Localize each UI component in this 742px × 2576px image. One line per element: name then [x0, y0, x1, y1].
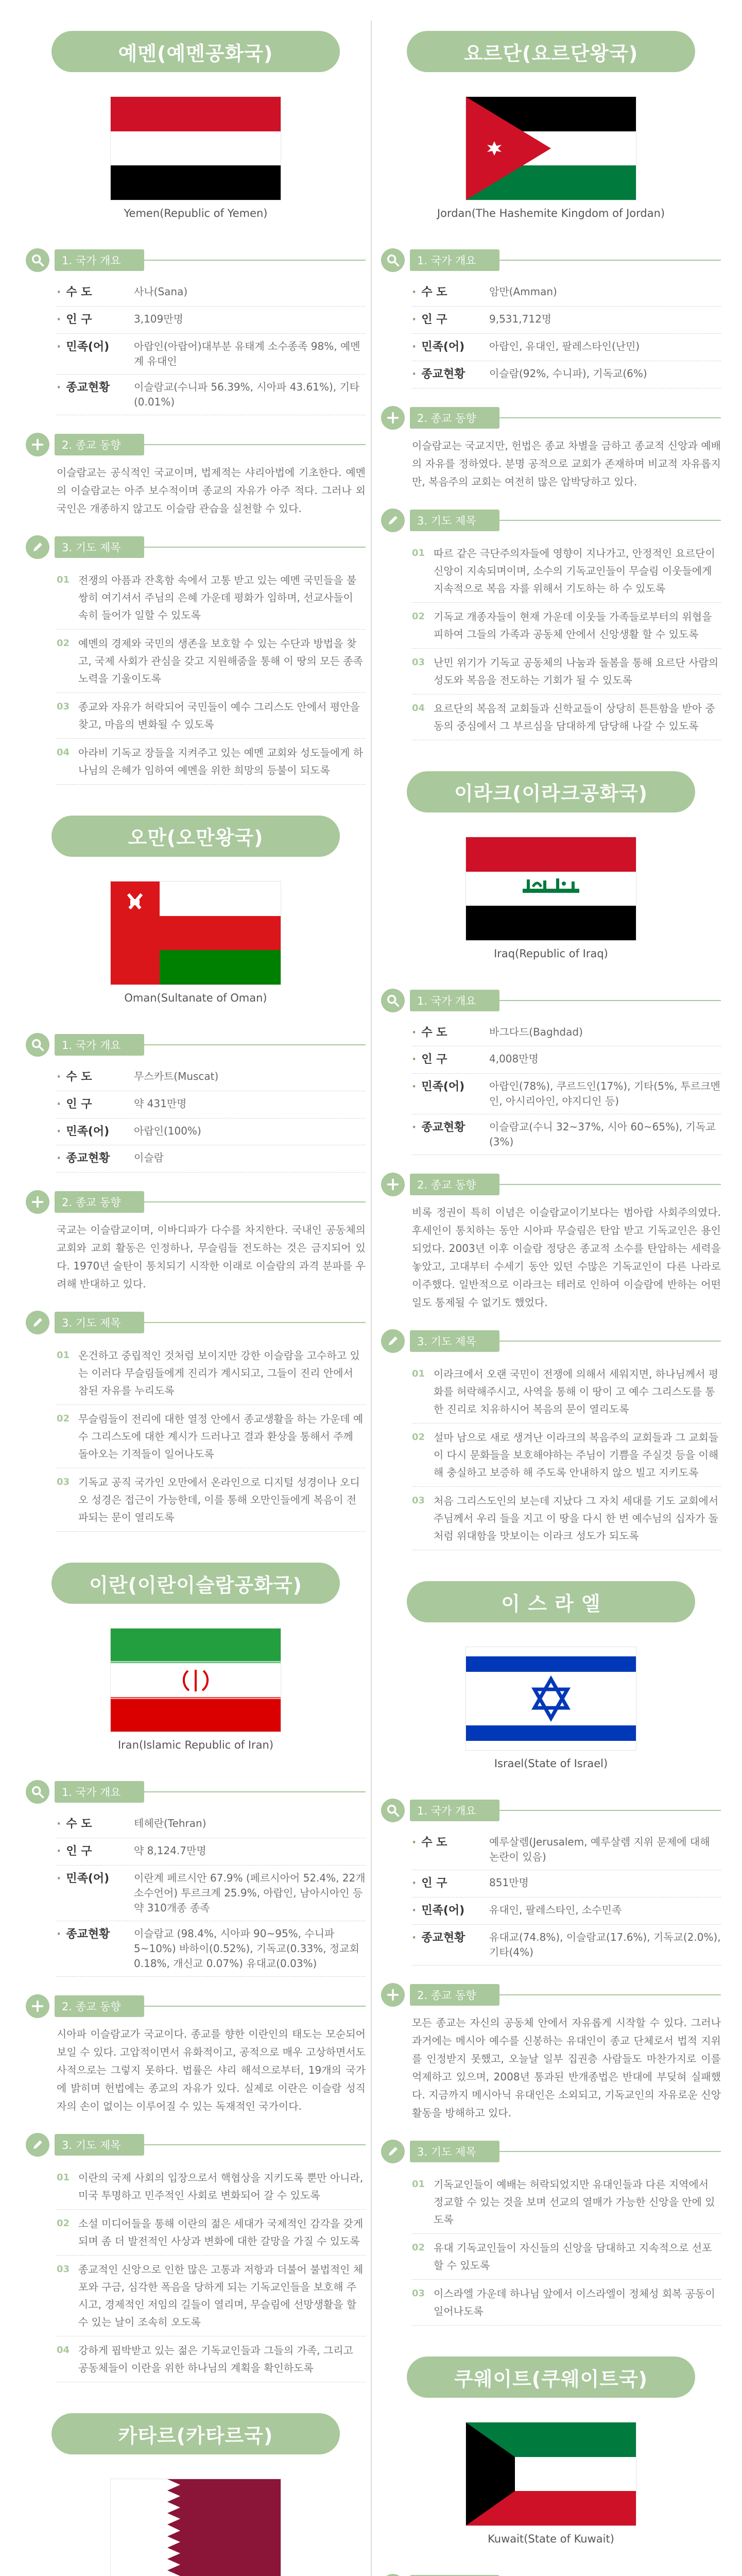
info-row-population [412, 307, 721, 334]
prayer-item [412, 603, 721, 649]
prayer-list [412, 539, 721, 740]
prayer-number: 01 [412, 1368, 425, 1380]
info-value: 이슬람교(수니파 56.39%, 시아파 43.61%), 기타(0.01%) [134, 380, 360, 408]
info-row-religion [57, 1145, 366, 1173]
prayer-item [412, 2171, 721, 2234]
info-table [412, 1829, 721, 1965]
section-label: 1. 국가 개요 [410, 1800, 499, 1821]
search-icon [381, 2574, 405, 2576]
info-table [57, 1811, 366, 1977]
country-name: 오만(오만왕국) [128, 826, 264, 850]
prayer-text: 기독교 공직 국가인 오만에서 온라인으로 디지털 성경이나 오디오 성경은 접근이 가능한데, 이를 통해 오만인들에게 복음이 전파되는 문이 열리도록 [78, 1476, 360, 1524]
prayer-text: 따르 같은 극단주의자들에 영향이 지나가고, 안정적인 요르단이 신앙이 지속되며이며, 소수의 기독교인들이 무슬림 이웃들에게 지속적으로 복음 자를 위해서 기도하는 하 수 있도록 [434, 547, 715, 595]
info-value: 유대교(74.8%), 이슬람교(17.6%), 기독교(2.0%), 기타(4%) [489, 1931, 721, 1959]
info-value: 예루살렘(Jerusalem, 예루살렘 지위 문제에 대해 논란이 있음) [489, 1836, 710, 1863]
plus-icon [381, 1173, 405, 1196]
section-rule [144, 260, 366, 261]
country-title [407, 31, 695, 72]
section-rule [144, 547, 366, 548]
prayer-item [412, 694, 721, 740]
prayer-item [57, 693, 366, 739]
pencil-icon [26, 2133, 49, 2157]
flag-caption: Oman(Sultanate of Oman) [124, 991, 267, 1004]
section-label: 2. 종교 동향 [55, 1191, 144, 1213]
section-header-basic [26, 1780, 366, 1804]
section-rule [499, 520, 721, 521]
flag-caption: Yemen(Republic of Yemen) [124, 207, 268, 219]
pencil-icon [381, 2140, 405, 2163]
prayer-text: 기독교 개종자들이 현재 가운데 이웃들 가족들로부터의 위협을 피하여 그들의 가족과 공동체 안에서 신앙생활 할 수 있도록 [434, 610, 712, 640]
flag-caption: Kuwait(State of Kuwait) [488, 2533, 614, 2546]
info-key: · 민족(어) [57, 1124, 134, 1140]
section-rule [144, 1044, 366, 1045]
prayer-item [412, 1487, 721, 1550]
info-row-ethnic [412, 334, 721, 361]
section-label: 2. 종교 동향 [410, 1174, 499, 1195]
info-key: · 종교현황 [412, 1120, 489, 1149]
info-value: 사나(Sana) [134, 285, 188, 298]
flag-caption: Iraq(Republic of Iraq) [494, 947, 608, 960]
search-icon [381, 1799, 405, 1822]
section-header-basic [26, 1033, 366, 1057]
country-title [407, 771, 695, 812]
section-header-religion [26, 1190, 366, 1214]
plus-icon [26, 1994, 49, 2018]
info-row-ethnic [57, 334, 366, 375]
prayer-number: 03 [57, 1477, 70, 1488]
info-key: · 인 구 [57, 1096, 134, 1113]
info-key: · 인 구 [57, 312, 134, 328]
info-row-religion [57, 375, 366, 415]
section-header-prayer [26, 535, 366, 559]
section-label: 1. 국가 개요 [55, 1034, 144, 1056]
prayer-number: 02 [57, 637, 70, 649]
flag-caption: Israel(State of Israel) [494, 1757, 608, 1770]
country-name: 이라크(이라크공화국) [454, 782, 648, 805]
info-key: · 수 도 [57, 1069, 134, 1086]
section-label: 2. 종교 동향 [55, 1995, 144, 2017]
prayer-number: 04 [57, 747, 70, 758]
info-key: · 종교현황 [412, 366, 489, 383]
info-key: · 수 도 [57, 1816, 134, 1833]
info-row-capital [412, 1020, 721, 1047]
search-icon [381, 989, 405, 1012]
country-name: 요르단(요르단왕국) [463, 42, 639, 65]
section-rule [499, 1994, 721, 1995]
prayer-text: 종교적인 신앙으로 인한 많은 고통과 저항과 더불어 불법적인 체포와 구금, 심각한 폭음을 당하게 되는 기독교인들을 보호해 주시고, 경제적인 저임의 길들이 열리며, 무슬림에 선망생활을 할 수 있는 날이 조속히 오도록 [78, 2263, 364, 2329]
country-card [26, 816, 366, 1532]
yemen-flag [111, 97, 281, 200]
info-value: 이슬람교 (98.4%, 시아파 90~95%, 수니파 5~10%) 바하이(0.52%), 기독교(0.33%, 정교회 0.18%, 개신교 0.07%) 유대교(0.03%) [134, 1927, 359, 1970]
prayer-text: 온건하고 중립적인 것처럼 보이지만 강한 이슬람을 고수하고 있는 이러다 무슬림들에게 진리가 계시되고, 그들이 진리 안에서 참된 자유를 누리도록 [78, 1349, 360, 1397]
section-rule [499, 260, 721, 261]
info-value: 이슬람 [134, 1151, 164, 1164]
info-value: 이슬람(92%, 수니파), 기독교(6%) [489, 367, 647, 380]
search-icon [26, 1033, 49, 1057]
info-table [57, 1064, 366, 1173]
prayer-list [57, 2164, 366, 2382]
religion-text: 이슬람교는 국교지만, 헌법은 종교 차별을 금하고 종교적 신앙과 예배의 자유를 정하였다. 분명 공적으로 교회가 존재하며 비교적 자유롭지만, 복음주의 교회는 여전히 많은 압박당하고 있다. [412, 439, 721, 488]
section-label: 3. 기도 제목 [55, 1312, 144, 1333]
prayer-text: 무슬림들이 전리에 대한 열정 안에서 종교생활을 하는 가운데 예수 그리스도에 대한 계시가 드러나고 결과 환상을 통해서 주께 돌아오는 기적들이 일어나도록 [78, 1413, 364, 1461]
info-key: · 민족(어) [412, 339, 489, 355]
kuwait-flag [466, 2422, 636, 2526]
info-key: · 종교현황 [57, 1926, 134, 1971]
section-label: 3. 기도 제목 [410, 2141, 499, 2162]
section-header-basic [381, 2574, 721, 2576]
info-key: · 인 구 [412, 1052, 489, 1068]
section-header-religion [381, 1173, 721, 1196]
info-row-ethnic [57, 1866, 366, 1921]
country-card [26, 2413, 366, 2576]
religion-text: 비록 정권이 특히 이념은 이슬람교이기보다는 범아랍 사회주의였다. 후세인이 통치하는 동안 시아파 무슬림은 탄압 받고 기독교인은 용인되었다. 2003년 이후 이슬람 정당은 종교적 소수를 탄압하는 세력을 놓았고, 고대부터 수세기 동안 있던 수많은 기독교인이 다른 나라로 이주했다. 일반적으로 이라크는 테러로 인하여 이슬람에 반하는 어떤 일도 통제될 수 없기도 했었다. [412, 1206, 721, 1309]
section-header-religion [26, 1994, 366, 2018]
left-column [26, 0, 366, 2576]
section-label: 3. 기도 제목 [55, 2134, 144, 2156]
country-name: 예멘(예멘공화국) [118, 42, 273, 65]
iraq-flag [466, 837, 636, 940]
section-rule [499, 1810, 721, 1811]
prayer-text: 유대 기독교인들이 자신들의 신앙을 담대하고 지속적으로 선포할 수 있도록 [434, 2242, 712, 2272]
prayer-item [57, 630, 366, 693]
prayer-item [412, 649, 721, 694]
info-key: · 민족(어) [57, 339, 134, 369]
section-rule [144, 1201, 366, 1202]
prayer-text: 강하게 핍박받고 있는 젊은 기독교인들과 그들의 가족, 그리고 공동체들이 이란을 위한 하나님의 계획을 확인하도록 [78, 2344, 353, 2375]
info-row-ethnic [412, 1897, 721, 1925]
prayer-text: 이란의 국제 사회의 입장으로서 핵협상을 지키도록 뿐만 아니라, 미국 투명하고 민주적인 사회로 변화되어 갈 수 있도록 [78, 2172, 364, 2202]
info-value: 아랍인(78%), 쿠르드인(17%), 기타(5%, 투르크멘인, 아시리아인, 야지디인 등) [489, 1080, 720, 1108]
prayer-item [57, 2256, 366, 2336]
section-header-religion [381, 1983, 721, 2007]
prayer-text: 기독교인들이 예배는 허락되었지만 유대인들과 다른 지역에서 정교할 수 있는 것을 보며 선교의 열매가 가능한 신앙을 안에 있도록 [434, 2178, 715, 2226]
info-value: 암만(Amman) [489, 285, 557, 298]
info-table [412, 1020, 721, 1156]
info-row-ethnic [57, 1118, 366, 1146]
country-title [51, 1563, 340, 1604]
prayer-item [412, 1360, 721, 1423]
israel-flag [466, 1647, 636, 1750]
info-key: · 수 도 [57, 284, 134, 301]
prayer-list [57, 566, 366, 785]
prayer-item [57, 1405, 366, 1468]
prayer-number: 01 [57, 574, 70, 585]
info-row-religion [412, 1925, 721, 1965]
prayer-number: 03 [412, 2288, 425, 2299]
info-row-capital [57, 1064, 366, 1091]
prayer-item [57, 1342, 366, 1405]
iran-flag [111, 1629, 281, 1732]
info-key: · 종교현황 [412, 1930, 489, 1960]
section-rule [144, 2006, 366, 2007]
prayer-number: 04 [412, 702, 425, 714]
country-title [51, 31, 340, 72]
info-value: 아랍인(아랍어)대부분 유태계 소수종족 98%, 예멘계 유대인 [134, 340, 360, 367]
religion-text: 모든 종교는 자신의 공동체 안에서 자유롭게 시작할 수 있다. 그러나 과거에는 메시아 예수를 신봉하는 유대인이 종교 단체로서 법적 지위를 인정받지 못했고, 오늘날 일부 집권층 사람들도 마찬가지로 이를 억제하고 있으며, 2008년 통과된 반개종법은 반대에 부딪혀 실패했다. 지금까지 메시아닉 유대인은 소외되고, 기독교인의 자유로운 신앙 활동을 방해하고 있다. [412, 2016, 721, 2120]
prayer-item [412, 539, 721, 603]
info-row-capital [57, 1811, 366, 1838]
prayer-text: 난민 위기가 기독교 공동체의 나눔과 돌봄을 통해 요르단 사람의 성도와 복음을 전도하는 기회가 될 수 있도록 [434, 656, 719, 686]
prayer-item [57, 566, 366, 630]
info-value: 851만명 [489, 1876, 529, 1889]
prayer-number: 02 [412, 611, 425, 622]
section-rule [499, 417, 721, 418]
prayer-number: 01 [57, 2172, 70, 2183]
country-card [26, 1563, 366, 2382]
info-value: 아랍인, 유대인, 팔레스타인(난민) [489, 340, 640, 352]
info-row-religion [412, 361, 721, 388]
prayer-list [412, 2171, 721, 2326]
prayer-item [412, 2234, 721, 2280]
info-row-population [412, 1870, 721, 1897]
prayer-number: 01 [57, 1350, 70, 1361]
prayer-text: 전쟁의 아픔과 잔혹함 속에서 고통 받고 있는 예멘 국민들을 불쌍히 여기셔서 주님의 은혜 가운데 평화가 임하며, 선교사들이 속히 들어가 일할 수 있도록 [78, 573, 357, 621]
country-title [51, 2413, 340, 2454]
country-name: 쿠웨이트(쿠웨이트국) [454, 2367, 648, 2391]
prayer-text: 예멘의 경제와 국민의 생존을 보호할 수 있는 수단과 방법을 찾고, 국제 사회가 관심을 갖고 지원해줌을 통해 이 땅의 모든 종족노력을 기울이도록 [78, 637, 363, 685]
prayer-item [57, 739, 366, 785]
country-title [407, 2357, 695, 2398]
section-rule [499, 1341, 721, 1342]
plus-icon [26, 1190, 49, 1214]
prayer-text: 설마 남으로 새로 생겨난 이라크의 복음주의 교회들과 그 교회들이 다시 문화들을 보호해야하는 주님이 기쁨을 주실것 등을 이해해 충실하고 보증하 해 주도록 안내하지 않으 빌고 지키도록 [434, 1431, 719, 1479]
prayer-number: 04 [57, 2345, 70, 2356]
info-table [412, 279, 721, 388]
info-key: · 인 구 [412, 312, 489, 328]
country-name: 이 스 라 엘 [501, 1592, 601, 1615]
info-value: 이슬람교(수니 32~37%, 시아 60~65%), 기독교(3%) [489, 1121, 716, 1148]
info-key: · 종교현황 [57, 1150, 134, 1167]
prayer-number: 01 [412, 2179, 425, 2190]
info-key: · 민족(어) [412, 1903, 489, 1919]
section-rule [144, 1322, 366, 1323]
country-card [26, 31, 366, 785]
country-name: 카타르(카타르국) [118, 2424, 273, 2447]
info-row-religion [412, 1114, 721, 1155]
country-card [381, 1581, 721, 2326]
plus-icon [381, 406, 405, 430]
info-key: · 수 도 [412, 1835, 489, 1865]
prayer-number: 02 [57, 2218, 70, 2229]
section-rule [144, 1791, 366, 1792]
prayer-number: 02 [412, 2242, 425, 2253]
country-card [381, 2357, 721, 2576]
info-row-population [57, 307, 366, 334]
info-value: 9,531,712명 [489, 312, 552, 325]
search-icon [26, 248, 49, 272]
prayer-number: 02 [57, 1413, 70, 1425]
religion-text: 이슬람교는 공식적인 국교이며, 법제적는 샤리아법에 기초한다. 예멘의 이슬람교는 아주 보수적이며 종교의 자유가 아주 적다. 그러나 외국인은 개종하지 않고도 이슬람 관습을 실천할 수 있다. [57, 466, 366, 515]
pencil-icon [381, 1329, 405, 1353]
prayer-number: 03 [412, 656, 425, 668]
section-label: 1. 국가 개요 [55, 1781, 144, 1803]
info-row-ethnic [412, 1074, 721, 1114]
pencil-icon [26, 535, 49, 559]
prayer-text: 이라크에서 오랜 국민이 전쟁에 의해서 세워지면, 하나님께서 평화를 허락해주시고, 사역을 통해 이 땅이 고 예수 그리스도를 통한 진리로 치유하시어 복음의 문이 열리도록 [434, 1368, 719, 1416]
section-header-prayer [26, 2133, 366, 2157]
prayer-text: 요르단의 복음적 교회들과 신학교들이 상당히 튼튼함을 받아 중동의 중심에서 그 부르심을 담대하게 담당해 나갈 수 있도록 [434, 702, 715, 732]
column-divider [371, 21, 372, 2576]
section-header-basic [381, 989, 721, 1012]
info-value: 3,109만명 [134, 312, 183, 325]
info-value: 바그다드(Baghdad) [489, 1025, 583, 1038]
section-label: 2. 종교 동향 [410, 1984, 499, 2006]
prayer-number: 02 [412, 1432, 425, 1443]
country-title [407, 1581, 695, 1622]
section-label: 3. 기도 제목 [55, 536, 144, 558]
info-table [57, 279, 366, 415]
info-value: 약 431만명 [134, 1097, 187, 1110]
pencil-icon [26, 1311, 49, 1334]
prayer-item [57, 1468, 366, 1532]
prayer-text: 아라비 기독교 장들을 지켜주고 있는 예멘 교회와 성도들에게 하나님의 은혜가 임하여 예멘을 위한 희망의 등불이 되도록 [78, 746, 364, 776]
search-icon [381, 248, 405, 272]
prayer-list [412, 1360, 721, 1550]
prayer-text: 종교와 자유가 허락되어 국민들이 예수 그리스도 안에서 평안을 찾고, 마음의 변화될 수 있도록 [78, 700, 360, 731]
info-row-capital [412, 279, 721, 307]
section-header-basic [381, 248, 721, 272]
right-column [381, 0, 721, 2576]
info-row-population [57, 1838, 366, 1866]
country-name: 이란(이란이슬람공화국) [89, 1573, 302, 1597]
country-card [381, 31, 721, 740]
info-row-population [412, 1046, 721, 1074]
section-label: 1. 국가 개요 [410, 990, 499, 1011]
prayer-item [412, 2280, 721, 2326]
section-header-prayer [26, 1311, 366, 1334]
info-row-religion [57, 1921, 366, 1977]
prayer-text: 처음 그리스도인의 보는데 지났다 그 자치 세대를 기도 교회에서 주님께서 우리 들을 지고 이 땅을 다시 한 번 예수님의 십자가 돌처럼 위대함을 맛보이는 이라크 성도가 되도록 [434, 1495, 719, 1543]
prayer-number: 03 [57, 701, 70, 712]
section-rule [499, 1184, 721, 1185]
info-row-population [57, 1091, 366, 1118]
info-value: 이란계 페르시안 67.9% (페르시아어 52.4%, 22개 소수언어) 투르크계 25.9%, 아랍인, 남아시아인 등 약 310개종 종족 [134, 1872, 366, 1914]
info-value: 약 8,124.7만명 [134, 1844, 206, 1857]
country-card [381, 771, 721, 1551]
section-rule [144, 444, 366, 445]
section-rule [144, 2144, 366, 2145]
info-value: 테헤란(Tehran) [134, 1817, 206, 1830]
plus-icon [381, 1983, 405, 2007]
qatar-flag [111, 2479, 281, 2576]
info-row-capital [57, 279, 366, 307]
info-key: · 수 도 [412, 284, 489, 301]
info-value: 4,008만명 [489, 1053, 539, 1065]
info-value: 무스카트(Muscat) [134, 1070, 219, 1082]
info-key: · 민족(어) [412, 1079, 489, 1109]
religion-text: 국교는 이슬람교이며, 이바디파가 다수를 차지한다. 국내인 공동체의 교회와 교회 활동은 인정하나, 무슬림들 전도하는 것은 금지되어 있다. 1970년 술탄이 통치되기 시작한 이래로 이슬람의 과격 분파를 우려해 반대하고 있다. [57, 1224, 366, 1291]
prayer-number: 03 [57, 2264, 70, 2275]
section-header-basic [381, 1799, 721, 1822]
country-title [51, 816, 340, 857]
section-label: 1. 국가 개요 [55, 249, 144, 271]
info-value: 유대인, 팔레스타인, 소수민족 [489, 1904, 622, 1917]
section-rule [499, 1000, 721, 1001]
prayer-list [57, 1342, 366, 1532]
section-label: 3. 기도 제목 [410, 510, 499, 531]
prayer-number: 03 [412, 1495, 425, 1506]
search-icon [26, 1780, 49, 1804]
section-label: 3. 기도 제목 [410, 1330, 499, 1352]
jordan-flag [466, 97, 636, 200]
prayer-text: 소설 미디어들을 통해 이란의 젊은 세대가 국제적인 감각을 갖게 되며 좀 더 발전적인 사상과 변화에 대한 갈망을 가질 수 있도록 [78, 2217, 364, 2248]
info-key: · 인 구 [412, 1875, 489, 1892]
section-header-prayer [381, 509, 721, 532]
section-rule [499, 2151, 721, 2152]
info-row-capital [412, 1829, 721, 1870]
section-label: 1. 국가 개요 [410, 249, 499, 271]
oman-flag [111, 882, 281, 985]
prayer-text: 이스라엘 가운데 하나님 앞에서 이스라엘이 정체성 회복 공동이 일어나도록 [434, 2287, 715, 2318]
prayer-item [57, 2210, 366, 2256]
prayer-item [57, 2164, 366, 2210]
info-key: · 민족(어) [57, 1871, 134, 1916]
religion-text: 시아파 이슬람교가 국교이다. 종교를 향한 이란인의 태도는 모순되어 보일 수 있다. 고압적이면서 유화적이고, 공적으로 매우 고상하면서도 사적으로는 그렇지 못하다. 법률은 샤리 해석으로부터, 19개의 국가에 밝히며 헌법에는 종교의 자유가 있다. 실제로 이란은 이슬람 성직자의 손이 없이는 이루어질 수 있는 독재적인 국가이다. [57, 2028, 366, 2113]
section-header-religion [26, 433, 366, 456]
prayer-item [412, 1423, 721, 1487]
section-header-prayer [381, 1329, 721, 1353]
plus-icon [26, 433, 49, 456]
flag-caption: Iran(Islamic Republic of Iran) [117, 1739, 274, 1752]
info-key: · 종교현황 [57, 380, 134, 410]
flag-caption: Jordan(The Hashemite Kingdom of Jordan) [437, 207, 665, 219]
section-header-prayer [381, 2140, 721, 2163]
prayer-number: 01 [412, 547, 425, 558]
info-value: 아랍인(100%) [134, 1124, 201, 1137]
info-key: · 인 구 [57, 1843, 134, 1860]
section-label: 2. 종교 동향 [55, 434, 144, 455]
prayer-item [57, 2336, 366, 2382]
info-key: · 수 도 [412, 1025, 489, 1041]
section-header-religion [381, 406, 721, 430]
section-label: 2. 종교 동향 [410, 407, 499, 429]
pencil-icon [381, 509, 405, 532]
section-header-basic [26, 248, 366, 272]
